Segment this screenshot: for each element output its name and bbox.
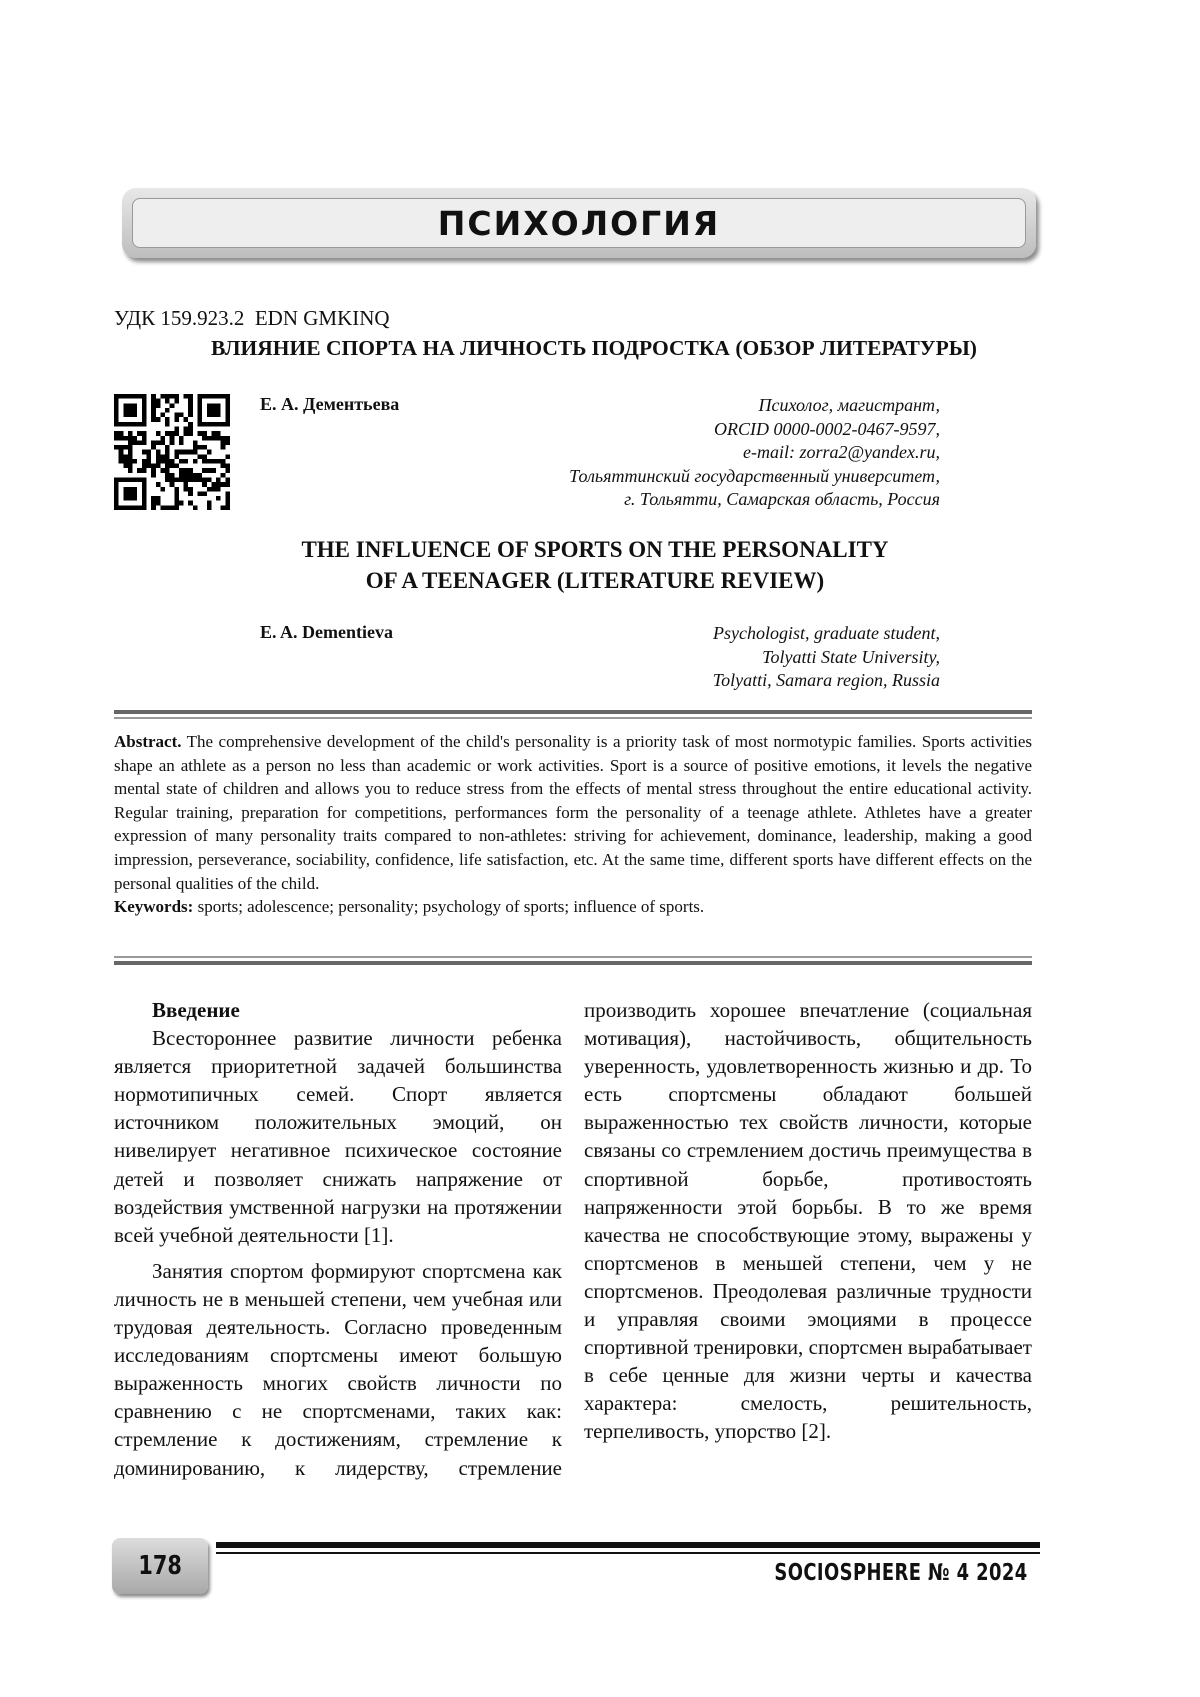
abstract-label: Abstract. — [114, 732, 182, 751]
journal-name: SOCIOSPHERE № 4 2024 — [774, 1560, 1028, 1586]
body-paragraph: Всестороннее развитие личности ребенка является приоритетной задачей большинства нормотипичных семей. Спорт является источником положительных эмоций, он нивелирует негативное психическое состояние детей и позволяет снижать напряжение от воздействия умственной нагрузки на протяжении всей учебной деятельности [1]. — [114, 1026, 562, 1247]
body-column-right — [584, 996, 1032, 1446]
abstract — [114, 730, 1032, 919]
affiliation-line: Tolyatti State University, — [762, 646, 940, 667]
keywords-text: sports; adolescence; personality; psychology of sports; influence of sports. — [197, 897, 705, 917]
author-name-ru: Е. А. Дементьева — [260, 394, 400, 414]
section-title: ПСИХОЛОГИЯ — [437, 203, 721, 243]
body-paragraph: производить хорошее впечатление (социальная мотивация), настойчивость, общительность уверенность, удовлетворенность жизнью и др. То есть спортсмены обладают большей выраженностью тех свойств личности, которые связаны со стремлением достичь преимущества в спортивной борьбе, противостоять напряженности этой борьбы. В то же время качества не способствующие этому, выражены у спортсменов в меньшей степени, чем у не спортсменов. Преодолевая различные трудности и управляя своими эмоциями в процессе спортивной тренировки, спортсмен вырабатывает в себе ценные для жизни черты и качества характера: смелость, решительность, терпеливость, упорство [2]. — [584, 998, 1032, 1444]
udk-line: УДК 159.923.2 EDN GMKINQ — [114, 306, 390, 330]
keywords — [114, 895, 1032, 919]
section-banner-inner — [132, 198, 1026, 248]
abstract-paragraph — [114, 730, 1032, 895]
divider — [114, 956, 1032, 958]
affiliation-line: г. Тольятти, Самарская область, Россия — [624, 489, 940, 509]
section-banner — [122, 188, 1036, 258]
author-affiliation-en — [540, 622, 940, 693]
body-paragraph: Занятия спортом формируют спортсмена как личность не в меньшей степени, чем учебная или трудовая деятельность. Согласно проведенным исследованиям спортсмены имеют большую выраженность многих свойств личности по сравнению с не спортсменами, таких как: стремление к достижениям, стремление к доминированию, к лидерству, стремление — [114, 1258, 562, 1480]
section-heading: Введение — [152, 998, 240, 1022]
author-name-en: E. A. Dementieva — [260, 622, 393, 642]
title-en-line: OF A TEENAGER (LITERATURE REVIEW) — [365, 568, 825, 593]
affiliation-line: Tolyatti, Samara region, Russia — [712, 670, 940, 690]
divider — [114, 961, 1032, 965]
affiliation-line: ORCID 0000-0002-0467-9597, — [714, 418, 940, 439]
footer-rule — [216, 1542, 1040, 1548]
affiliation-line: Тольяттинский государственный университет, — [569, 465, 940, 486]
page-number-box — [112, 1538, 208, 1594]
divider — [114, 710, 1032, 714]
footer-rule — [216, 1552, 1040, 1554]
affiliation-line: Психолог, магистрант, — [758, 395, 940, 415]
title-en-line: THE INFLUENCE OF SPORTS ON THE PERSONALITY — [301, 537, 889, 562]
affiliation-line: e-mail: zorra2@yandex.ru, — [742, 442, 940, 462]
article-title-ru: ВЛИЯНИЕ СПОРТА НА ЛИЧНОСТЬ ПОДРОСТКА (ОБЗОР ЛИТЕРАТУРЫ) — [211, 336, 977, 360]
affiliation-line: Psychologist, graduate student, — [713, 623, 940, 643]
body-column-left — [114, 996, 562, 1482]
keywords-label: Keywords: — [114, 897, 194, 917]
page-number: 178 — [138, 1551, 182, 1581]
author-affiliation-ru — [420, 394, 940, 512]
divider — [114, 717, 1032, 719]
qr-code-icon — [114, 394, 230, 510]
abstract-text: The comprehensive development of the child's personality is a priority task of most normotypic families. Sports activities shape an athlete as a person no less than academic or work activities. Sport is a source of positive emotions, it levels the negative mental state of children and allows you to reduce stress from the effects of mental stress throughout the entire educational activity. Regular training, preparation for competitions, performances form the personality of a teenage athlete. Athletes have a greater expression of many personality traits compared to non-athletes: striving for achievement, dominance, leadership, making a good impression, perseverance, sociability, confidence, life satisfaction, etc. At the same time, different sports have different effects on the personal qualities of the child. — [114, 732, 1032, 893]
article-title-en — [200, 534, 990, 596]
